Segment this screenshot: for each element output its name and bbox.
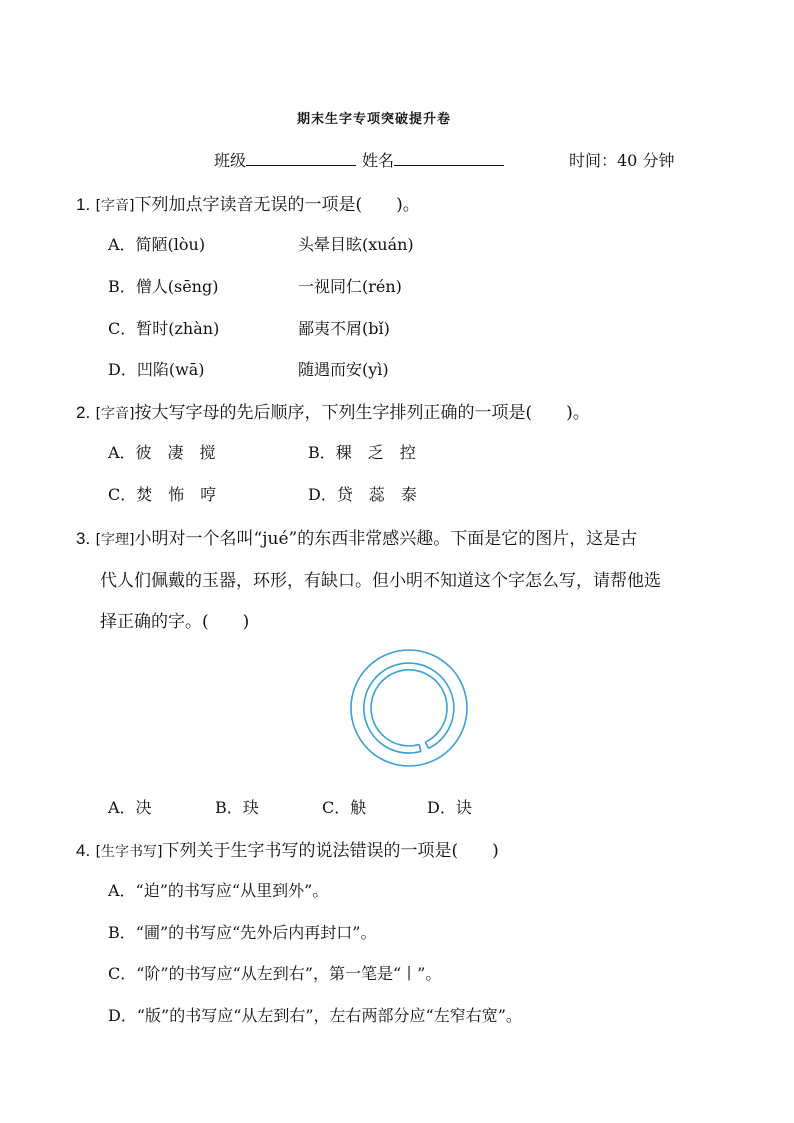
name-blank[interactable] (394, 151, 504, 166)
option-item[interactable]: D．诀 (427, 798, 472, 817)
question-text: 下列加点字读音无误的一项是( )。 (134, 195, 420, 215)
option-item[interactable]: C．“阶”的书写应“从左到右”，第一笔是“丨”。 (108, 964, 442, 983)
option-item[interactable]: C．暂时(zhàn) (108, 319, 220, 338)
jade-ring-image (348, 647, 470, 771)
question-text: 小明对一个名叫“jué”的东西非常感兴趣。下面是它的图片，这是古 (134, 529, 638, 549)
option-item[interactable]: B．稞 乏 控 (308, 443, 416, 462)
question-1 (76, 190, 420, 215)
class-label: 班级 (214, 151, 247, 170)
question-text-line: 择正确的字。( ) (100, 612, 250, 632)
question-3 (76, 524, 637, 549)
option-item[interactable]: 鄙夷不屑(bǐ) (298, 319, 390, 338)
name-field (362, 148, 504, 171)
option-item[interactable]: A．简陋(lòu) (108, 235, 206, 254)
question-tag: [生字书写] (95, 844, 163, 860)
question-tag: [字理] (95, 532, 135, 548)
option-item[interactable]: 头晕目眩(xuán) (298, 235, 414, 254)
page-title: 期末生字专项突破提升卷 (297, 112, 452, 127)
option-item[interactable]: D．贷 蕊 泰 (308, 485, 417, 504)
option-item[interactable]: D．“版”的书写应“从左到右”，左右两部分应“左窄右宽”。 (108, 1006, 522, 1025)
question-number: 4. (76, 841, 91, 860)
option-item[interactable]: B．僧人(sēng) (108, 277, 219, 296)
question-number: 2. (76, 403, 91, 422)
option-item[interactable]: A．彼 凄 搅 (108, 443, 216, 462)
option-item[interactable]: 随遇而安(yì) (298, 360, 389, 379)
question-4 (76, 836, 499, 861)
option-item[interactable]: 一视同仁(rén) (298, 277, 402, 296)
question-tag: [字音] (95, 198, 135, 214)
option-item[interactable]: B．“圃”的书写应“先外后内再封口”。 (108, 923, 377, 942)
name-label: 姓名 (362, 151, 395, 170)
time-limit: 时间：40 分钟 (569, 151, 675, 170)
question-text: 按大写字母的先后顺序，下列生字排列正确的一项是( )。 (134, 403, 590, 423)
question-tag: [字音] (95, 406, 135, 422)
class-blank[interactable] (246, 151, 356, 166)
option-item[interactable]: C．觖 (322, 798, 367, 817)
question-number: 3. (76, 529, 91, 548)
option-item[interactable]: C．焚 怖 哼 (108, 485, 217, 504)
option-item[interactable]: D．凹陷(wā) (108, 360, 205, 379)
question-text: 下列关于生字书写的说法错误的一项是( ) (162, 841, 499, 861)
class-field (214, 148, 356, 171)
option-item[interactable]: A．“迫”的书写应“从里到外”。 (108, 881, 329, 900)
question-number: 1. (76, 195, 91, 214)
question-2 (76, 398, 590, 423)
question-text-line: 代人们佩戴的玉器，环形，有缺口。但小明不知道这个字怎么写，请帮他选 (100, 571, 661, 591)
option-item[interactable]: B．玦 (215, 798, 259, 817)
option-item[interactable]: A．决 (108, 798, 152, 817)
